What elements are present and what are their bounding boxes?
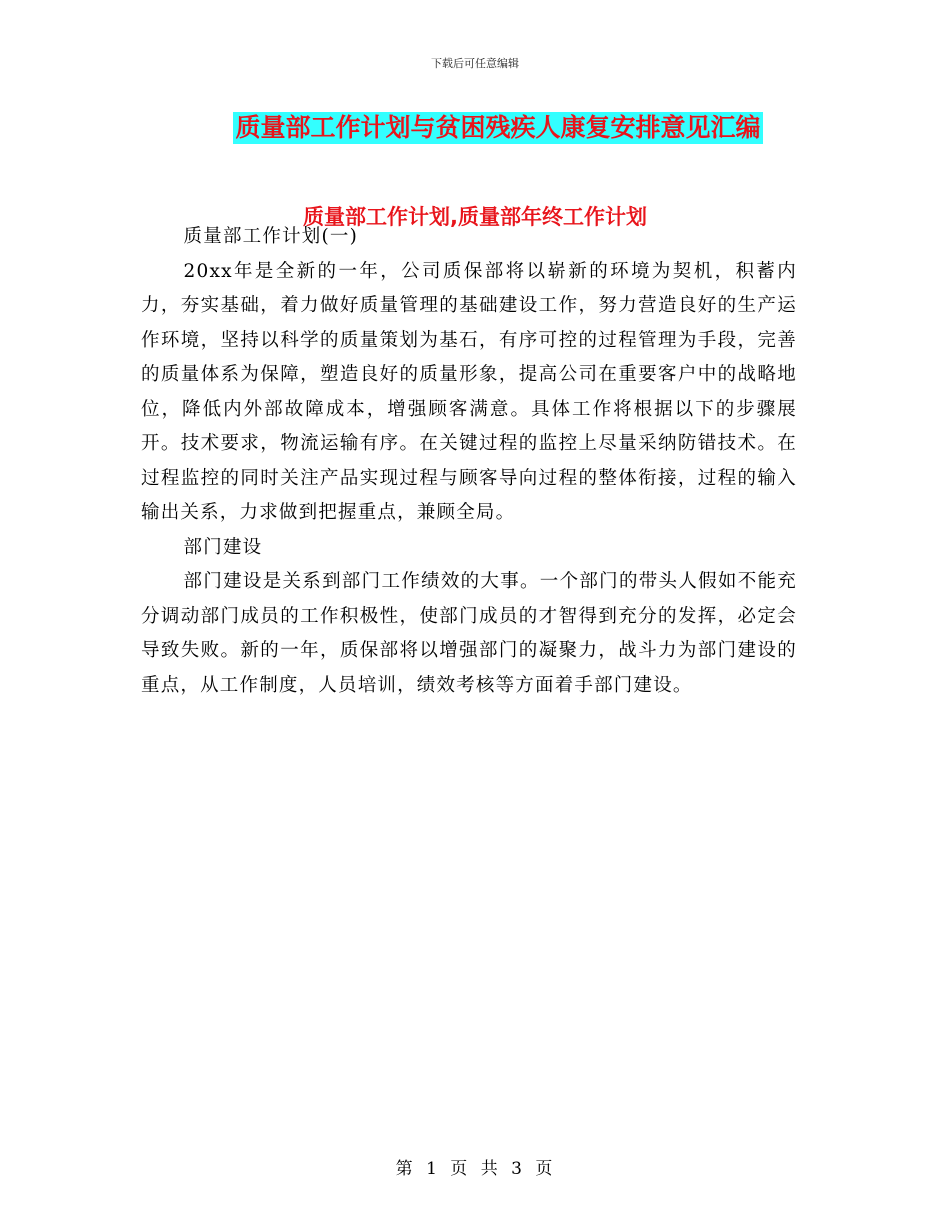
section-heading-plan: 质量部工作计划(一) <box>183 226 358 247</box>
main-title-container <box>0 112 950 144</box>
page-number: 第 1 页 共 3 页 <box>395 1159 555 1179</box>
document-title: 质量部工作计划与贫困残疾人康复安排意见汇编 <box>235 113 761 142</box>
header-note: 下载后可任意编辑 <box>431 57 519 70</box>
document-subtitle: 质量部工作计划,质量部年终工作计划 <box>303 205 647 229</box>
section-heading-department: 部门建设 <box>183 536 263 558</box>
paragraph-department: 部门建设是关系到部门工作绩效的大事。一个部门的带头人假如不能充分调动部门成员的工作积极性，使部门成员的才智得到充分的发挥，必定会导致失败。新的一年，质保部将以增强部门的凝聚力，战斗力为部门建设的重点，从工作制度，人员培训，绩效考核等方面着手部门建设。 <box>141 571 797 696</box>
document-body <box>141 220 797 703</box>
paragraph-intro: 20xx年是全新的一年，公司质保部将以崭新的环境为契机，积蓄内力，夯实基础，着力做好质量管理的基础建设工作，努力营造良好的生产运作环境，坚持以科学的质量策划为基石，有序可控的过程管理为手段，完善的质量体系为保障，塑造良好的质量形象，提高公司在重要客户中的战略地位，降低内外部故障成本，增强顾客满意。具体工作将根据以下的步骤展开。技术要求，物流运输有序。在关键过程的监控上尽量采纳防错技术。在过程监控的同时关注产品实现过程与顾客导向过程的整体衔接，过程的输入输出关系，力求做到把握重点，兼顾全局。 <box>141 260 797 523</box>
